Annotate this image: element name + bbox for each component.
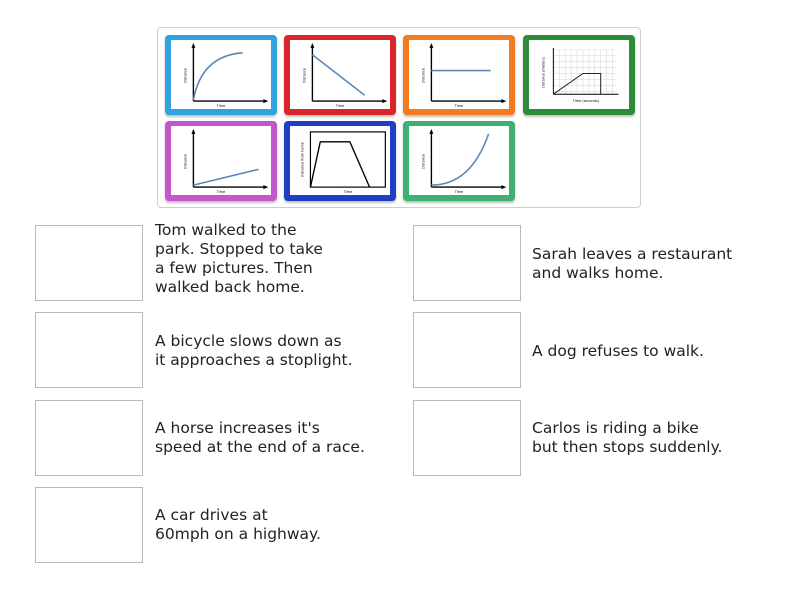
statement-line: Sarah leaves a restaurant xyxy=(532,245,733,263)
statement-line: a few pictures. Then xyxy=(155,259,313,277)
graph-image xyxy=(171,40,271,109)
graph-image xyxy=(290,40,390,109)
statement-3 xyxy=(155,332,395,370)
statement-line: Tom walked to the xyxy=(155,221,297,239)
drop-zone-1[interactable] xyxy=(35,225,143,301)
statement-line: A dog refuses to walk. xyxy=(532,342,704,360)
statement-line: speed at the end of a race. xyxy=(155,438,365,456)
statement-line: A bicycle slows down as xyxy=(155,332,342,350)
y-axis-label: Distance xyxy=(183,67,188,84)
statement-line: park. Stopped to take xyxy=(155,240,323,258)
statement-1 xyxy=(155,221,395,297)
graph-tile-line-down[interactable] xyxy=(284,35,396,115)
graph-image xyxy=(171,126,271,195)
graph-tile-exponential[interactable] xyxy=(403,121,515,201)
graph-tile-flat[interactable] xyxy=(403,35,515,115)
graph-image xyxy=(409,126,509,195)
graph-image xyxy=(290,126,390,195)
x-axis-label: Time xyxy=(454,190,464,195)
x-axis-label: Time xyxy=(335,104,345,109)
statement-6 xyxy=(532,419,772,457)
statement-line: it approaches a stoplight. xyxy=(155,351,353,369)
x-axis-label: Time xyxy=(216,104,226,109)
statement-4 xyxy=(532,342,772,361)
graph-image xyxy=(529,40,629,109)
x-axis-label: Time xyxy=(343,190,353,195)
drop-zone-4[interactable] xyxy=(413,312,521,388)
graph-image xyxy=(409,40,509,109)
y-axis-label: Distance xyxy=(421,153,426,170)
y-axis-label: Distance xyxy=(183,153,188,170)
y-axis-label: Distance (meters) xyxy=(541,57,546,88)
graph-tile-slow-rise[interactable] xyxy=(165,121,277,201)
statement-7 xyxy=(155,506,395,544)
statement-line: Carlos is riding a bike xyxy=(532,419,699,437)
y-axis-label: Distance xyxy=(421,67,426,84)
y-axis-label: Distance from home xyxy=(300,142,305,177)
y-axis-label: Distance xyxy=(302,67,307,84)
x-axis-label: Time xyxy=(216,190,226,195)
drop-zone-3[interactable] xyxy=(35,312,143,388)
graph-tile-curve-up[interactable] xyxy=(165,35,277,115)
x-axis-label: Time (seconds) xyxy=(572,99,600,104)
statement-line: and walks home. xyxy=(532,264,664,282)
x-axis-label: Time xyxy=(454,104,464,109)
graph-tile-grid-plateau[interactable] xyxy=(523,35,635,115)
statement-line: A horse increases it's xyxy=(155,419,320,437)
drop-zone-7[interactable] xyxy=(35,487,143,563)
statement-5 xyxy=(155,419,395,457)
drop-zone-2[interactable] xyxy=(413,225,521,301)
drop-zone-5[interactable] xyxy=(35,400,143,476)
statement-line: 60mph on a highway. xyxy=(155,525,321,543)
statement-2 xyxy=(532,245,772,283)
statement-line: walked back home. xyxy=(155,278,305,296)
drop-zone-6[interactable] xyxy=(413,400,521,476)
statement-line: but then stops suddenly. xyxy=(532,438,723,456)
graph-tile-trapezoid[interactable] xyxy=(284,121,396,201)
statement-line: A car drives at xyxy=(155,506,268,524)
